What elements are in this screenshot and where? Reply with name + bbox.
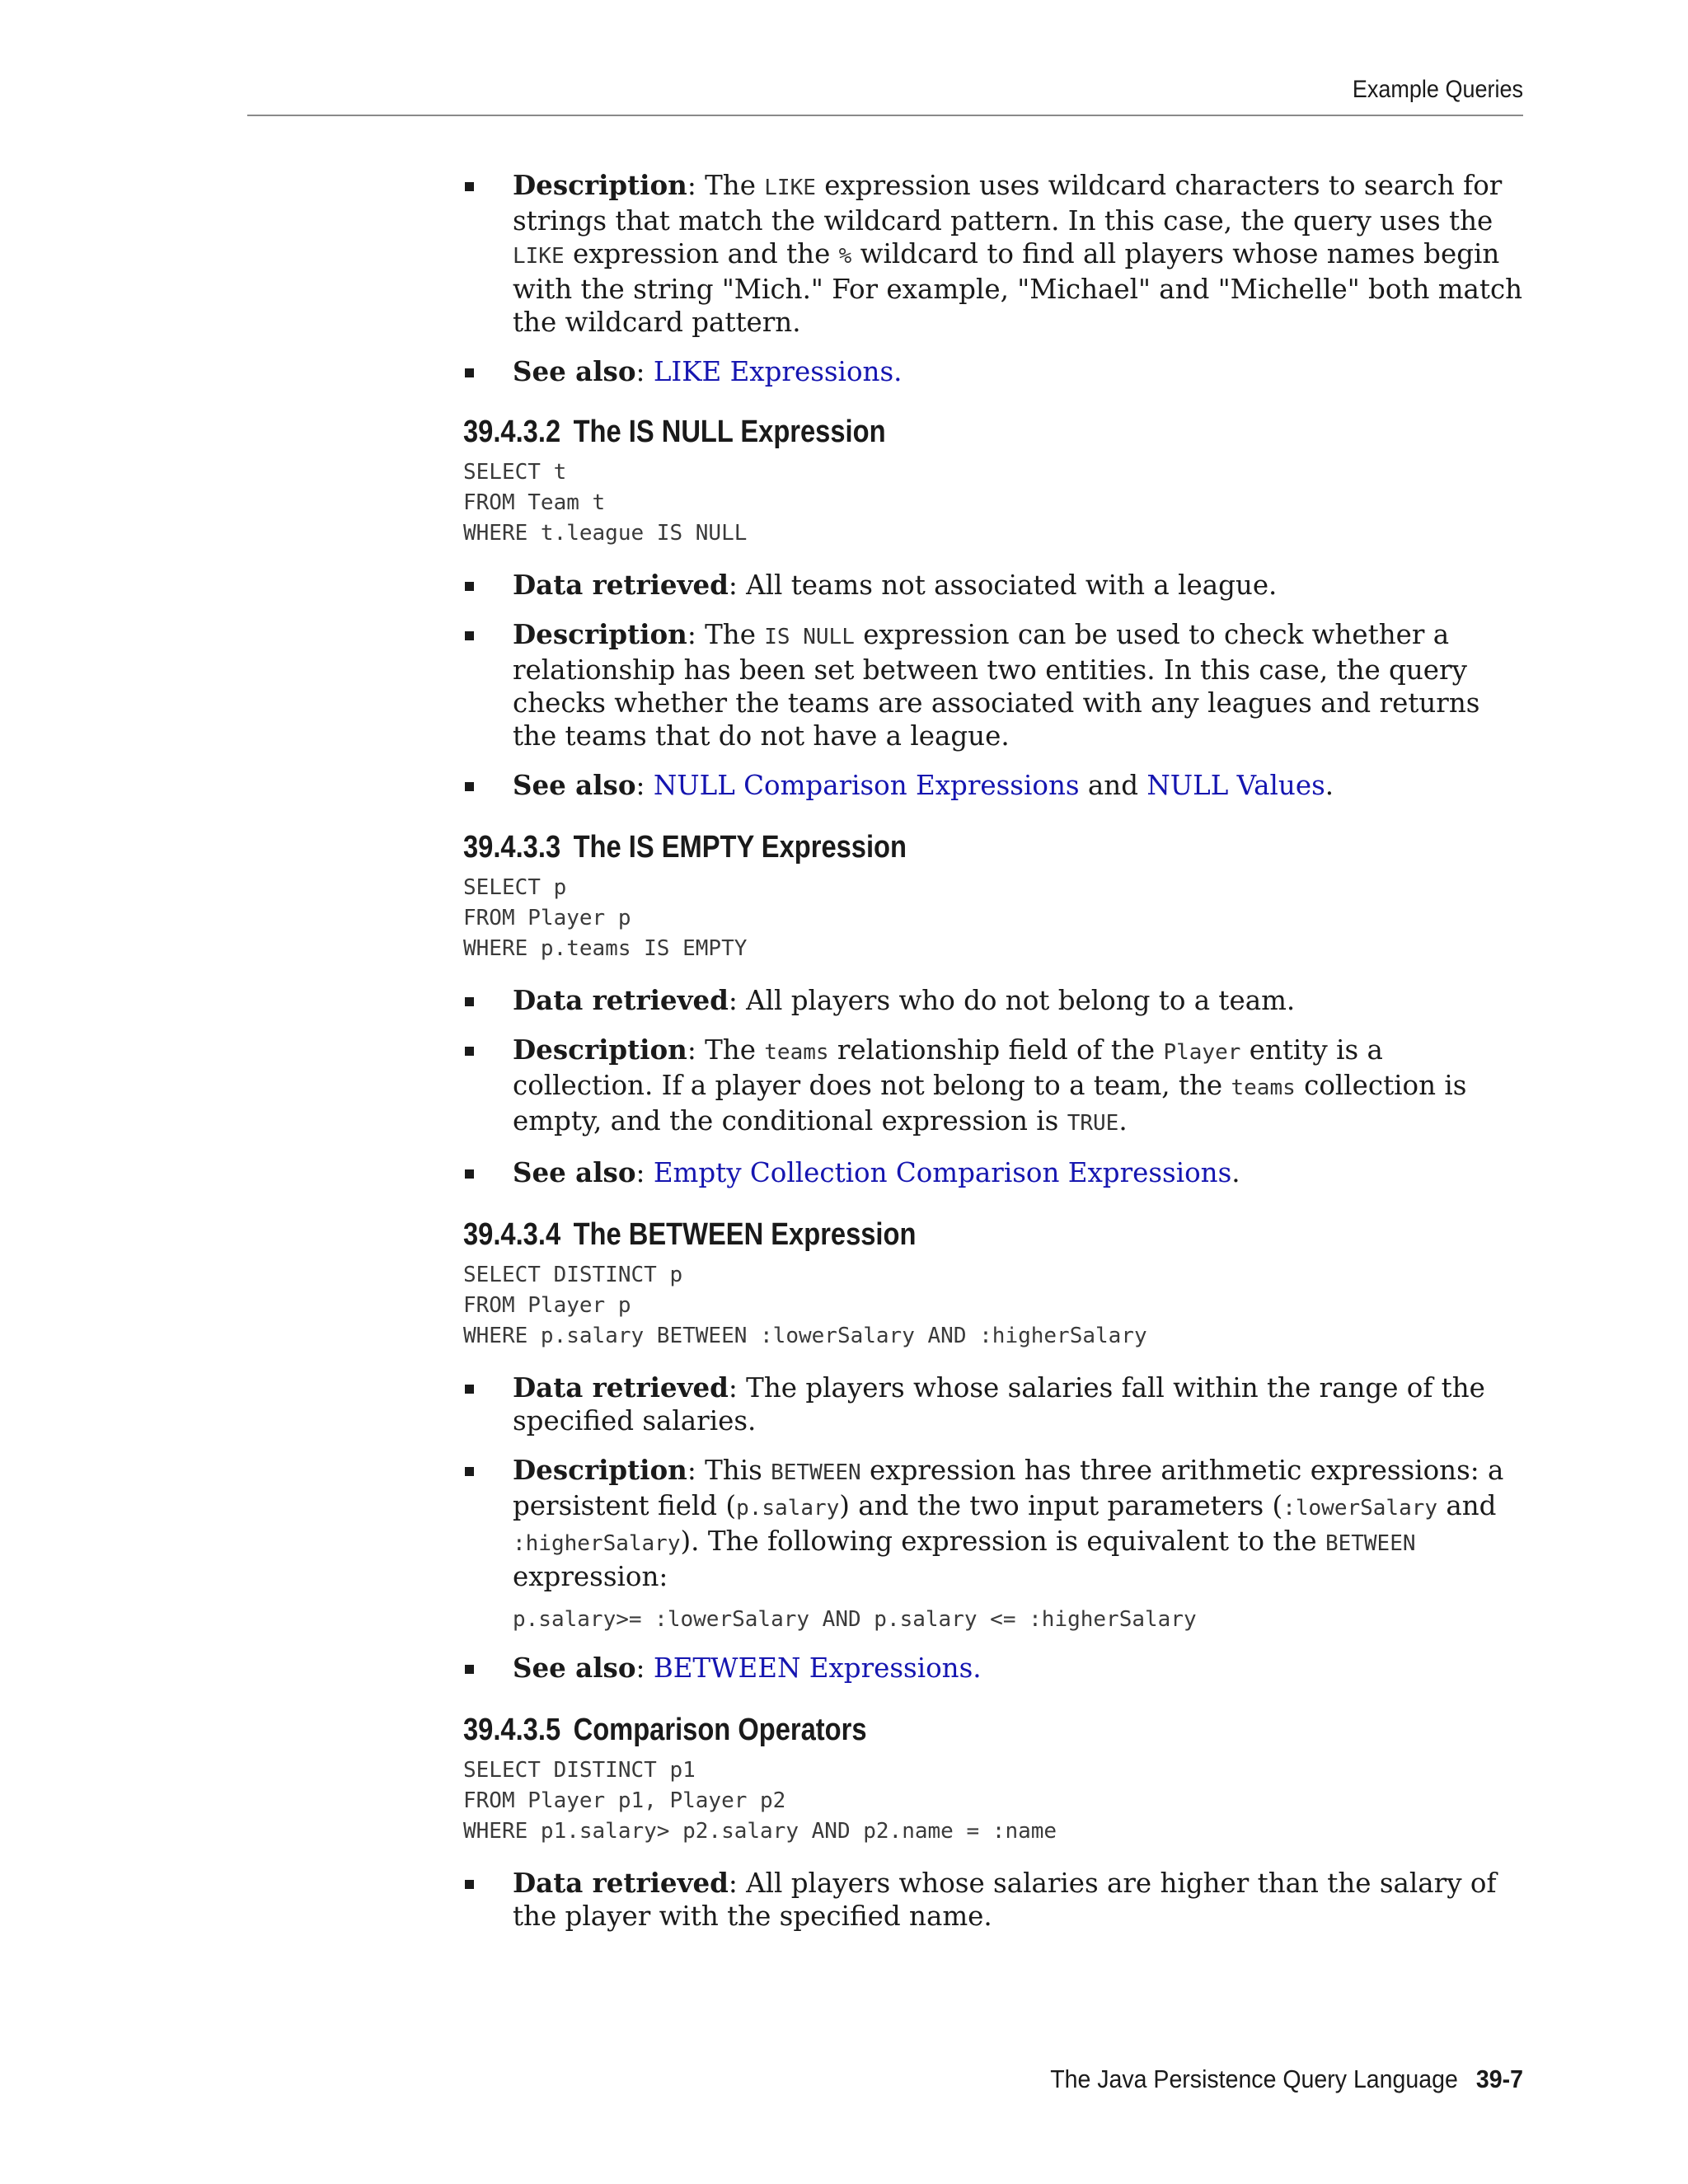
bullet-square-icon bbox=[465, 1047, 474, 1056]
null-values-link[interactable]: NULL Values bbox=[1146, 770, 1325, 801]
inline-code: BETWEEN bbox=[771, 1460, 861, 1485]
bullet-text: expression can be used to check whether a relationship has been set between two entities. In this case, the query checks whether the teams are associated with any leagues and returns the teams that do not have a league. bbox=[513, 619, 1480, 752]
bullet-label: Description bbox=[513, 1033, 687, 1066]
inline-code: % bbox=[838, 244, 852, 269]
section-number: 39.4.3.2 bbox=[463, 415, 561, 449]
bullet-text: . bbox=[1118, 1105, 1128, 1137]
bullet-text: : The bbox=[687, 619, 765, 650]
bullet-square-icon bbox=[465, 368, 474, 377]
page-content bbox=[463, 169, 1526, 1949]
inline-code: p.salary bbox=[736, 1496, 840, 1521]
bullet-square-icon bbox=[465, 1665, 474, 1674]
code-block: SELECT DISTINCT p FROM Player p WHERE p.salary BETWEEN :lowerSalary AND :higherSalary bbox=[463, 1263, 1147, 1348]
bullet-square-icon bbox=[465, 182, 474, 191]
list-item bbox=[463, 169, 1526, 339]
bullet-text: : The players whose salaries fall within the range of the specified salaries. bbox=[513, 1372, 1485, 1436]
list-item bbox=[463, 1371, 1526, 1437]
bullet-text: expression and the bbox=[564, 238, 839, 269]
bullet-text: : All teams not associated with a league. bbox=[728, 569, 1278, 601]
code-block: SELECT p FROM Player p WHERE p.teams IS EMPTY bbox=[463, 875, 748, 961]
inline-code: :higherSalary bbox=[513, 1531, 681, 1556]
section-title: The IS NULL Expression bbox=[573, 415, 886, 449]
empty-collection-link[interactable]: Empty Collection Comparison Expressions bbox=[653, 1157, 1232, 1188]
section-title: Comparison Operators bbox=[573, 1713, 867, 1747]
bullet-square-icon bbox=[465, 1169, 474, 1179]
bullet-text: relationship field of the bbox=[828, 1034, 1164, 1066]
bullet-label: See also bbox=[513, 769, 636, 801]
between-bullets bbox=[463, 1371, 1526, 1685]
inline-code: IS NULL bbox=[764, 625, 855, 649]
bullet-text: and bbox=[1079, 770, 1147, 801]
inline-code: BETWEEN bbox=[1325, 1531, 1416, 1556]
page-number: 39-7 bbox=[1475, 2064, 1523, 2093]
bullet-square-icon bbox=[465, 997, 474, 1006]
bullet-text: expression has three arithmetic expressions: a persistent field ( bbox=[513, 1455, 1504, 1521]
running-header: Example Queries bbox=[1352, 76, 1523, 103]
list-item bbox=[463, 769, 1526, 802]
bullet-text: . bbox=[1325, 770, 1334, 801]
bullet-text: : The bbox=[687, 1034, 765, 1066]
like-bullets bbox=[463, 169, 1526, 388]
list-item bbox=[463, 1652, 1526, 1685]
list-item bbox=[463, 355, 1526, 388]
bullet-square-icon bbox=[465, 1467, 474, 1476]
header-rule bbox=[247, 115, 1523, 116]
bullet-label: Description bbox=[513, 618, 687, 650]
list-item bbox=[463, 1867, 1526, 1933]
list-item bbox=[463, 618, 1526, 752]
bullet-text: wildcard to find all players whose names begin with the string "Mich." For example, "Michael" and "Michelle" both match the wildcard pattern. bbox=[513, 238, 1523, 338]
inline-code: TRUE bbox=[1067, 1111, 1119, 1136]
bullet-label: Description bbox=[513, 1454, 687, 1486]
bullet-text: : bbox=[635, 1652, 654, 1684]
section-heading-is-empty bbox=[463, 828, 1377, 866]
code-block: SELECT DISTINCT p1 FROM Player p1, Player p2 WHERE p1.salary> p2.salary AND p2.name = :name bbox=[463, 1758, 1057, 1844]
footer-title: The Java Persistence Query Language bbox=[1050, 2064, 1458, 2093]
bullet-text: entity is a collection. If a player does not belong to a team, the bbox=[513, 1034, 1383, 1101]
bullet-label: See also bbox=[513, 1652, 636, 1684]
bullet-text: : All players whose salaries are higher than the salary of the player with the specified name. bbox=[513, 1868, 1497, 1932]
bullet-text: : bbox=[635, 356, 654, 387]
inline-code: LIKE bbox=[513, 244, 565, 269]
section-title: The IS EMPTY Expression bbox=[573, 830, 907, 865]
like-expressions-link[interactable]: LIKE Expressions. bbox=[653, 356, 903, 387]
is-empty-bullets bbox=[463, 984, 1526, 1189]
list-item bbox=[463, 1156, 1526, 1189]
bullet-label: See also bbox=[513, 1156, 636, 1188]
bullet-label: Data retrieved bbox=[513, 569, 729, 601]
bullet-text: collection is empty, and the conditional expression is bbox=[513, 1070, 1467, 1137]
bullet-text: expression uses wildcard characters to search for strings that match the wildcard pattern. In this case, the query uses the bbox=[513, 170, 1503, 237]
bullet-text: ). The following expression is equivalent to the bbox=[680, 1526, 1325, 1557]
bullet-label: Data retrieved bbox=[513, 984, 729, 1016]
bullet-text: : All players who do not belong to a team. bbox=[728, 985, 1296, 1016]
page-footer bbox=[349, 2064, 1523, 2094]
bullet-text: : bbox=[635, 770, 654, 801]
comparison-bullets bbox=[463, 1867, 1526, 1933]
section-number: 39.4.3.4 bbox=[463, 1217, 561, 1252]
bullet-text: and bbox=[1437, 1490, 1497, 1521]
list-item bbox=[463, 1454, 1526, 1635]
section-number: 39.4.3.3 bbox=[463, 830, 561, 865]
bullet-square-icon bbox=[465, 1880, 474, 1889]
inline-code: Player bbox=[1163, 1040, 1241, 1065]
bullet-text: ) and the two input parameters ( bbox=[839, 1490, 1283, 1521]
bullet-square-icon bbox=[465, 1385, 474, 1394]
inline-code: LIKE bbox=[764, 176, 816, 200]
bullet-text: : This bbox=[687, 1455, 771, 1486]
bullet-label: Data retrieved bbox=[513, 1371, 729, 1404]
bullet-square-icon bbox=[465, 782, 474, 791]
bullet-label: Description bbox=[513, 169, 687, 201]
between-expressions-link[interactable]: BETWEEN Expressions. bbox=[653, 1652, 982, 1684]
code-block: SELECT t FROM Team t WHERE t.league IS NULL bbox=[463, 460, 748, 546]
list-item bbox=[463, 984, 1526, 1017]
section-number: 39.4.3.5 bbox=[463, 1713, 561, 1747]
bullet-label: Data retrieved bbox=[513, 1867, 729, 1899]
inline-code: teams bbox=[764, 1040, 829, 1065]
section-title: The BETWEEN Expression bbox=[573, 1217, 917, 1252]
section-heading-between bbox=[463, 1216, 1377, 1254]
inline-code: :lowerSalary bbox=[1282, 1496, 1438, 1521]
bullet-text: : The bbox=[687, 170, 765, 201]
inline-code: teams bbox=[1231, 1076, 1296, 1100]
null-comparison-link[interactable]: NULL Comparison Expressions bbox=[653, 770, 1080, 801]
list-item bbox=[463, 569, 1526, 602]
bullet-square-icon bbox=[465, 582, 474, 591]
section-heading-comparison bbox=[463, 1711, 1377, 1749]
is-null-bullets bbox=[463, 569, 1526, 802]
bullet-label: See also bbox=[513, 355, 636, 387]
bullet-square-icon bbox=[465, 631, 474, 640]
code-example: p.salary>= :lowerSalary AND p.salary <= :higherSalary bbox=[513, 1607, 1197, 1632]
bullet-text: : bbox=[635, 1157, 654, 1188]
list-item bbox=[463, 1033, 1526, 1140]
section-heading-is-null bbox=[463, 413, 1377, 451]
bullet-text: . bbox=[1231, 1157, 1240, 1188]
bullet-text: expression: bbox=[513, 1561, 668, 1592]
